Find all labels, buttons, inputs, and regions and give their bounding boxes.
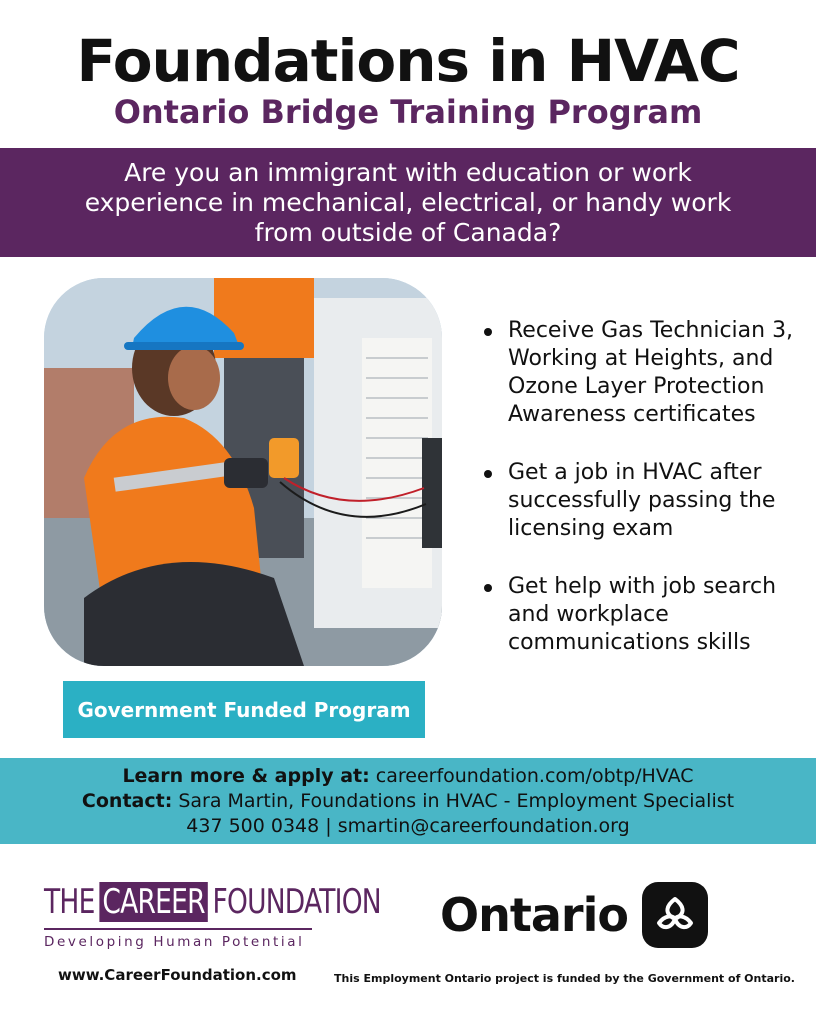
technician-photo [44,278,442,666]
logo-tagline: Developing Human Potential [44,934,305,950]
intro-question: Are you an immigrant with education or work experience in mechanical, electrical, or handy work from outside of Canada? [84,157,732,247]
trillium-icon [642,882,708,948]
funding-note: This Employment Ontario project is funded by the Government of Ontario. [334,972,795,985]
career-foundation-wordmark [44,880,381,924]
list-item [480,317,800,429]
bullet-icon [484,328,492,336]
logo-text-foundation: FOUNDATION [212,882,381,922]
intro-band [0,148,816,257]
logo-text-career: CAREER [99,882,208,922]
ontario-logo [440,880,708,950]
list-item [480,573,800,657]
bullet-text: Get help with job search and workplace communications skills [508,574,777,655]
contact-label: Contact: [81,790,173,812]
bullet-text: Get a job in HVAC after successfully passing the licensing exam [508,460,776,541]
ontario-wordmark: Ontario [440,888,628,942]
learn-more-line [0,764,816,789]
list-item [480,459,800,543]
page-title: Foundations in HVAC [76,27,740,95]
logo-text-the: THE [44,882,95,922]
learn-more-label: Learn more & apply at: [122,765,370,787]
benefit-list [480,317,800,687]
government-funded-badge: Government Funded Program [63,681,425,738]
website-link[interactable]: www.CareerFoundation.com [58,966,297,984]
contact-band [0,758,816,844]
logo-divider [44,928,312,930]
apply-link[interactable]: careerfoundation.com/obtp/HVAC [375,765,694,787]
page-subtitle: Ontario Bridge Training Program [113,93,703,131]
bullet-text: Receive Gas Technician 3, Working at Heights, and Ozone Layer Protection Awareness certificates [508,318,794,427]
phone-email-line[interactable]: 437 500 0348 | smartin@careerfoundation.org [186,815,630,837]
technician-illustration [44,278,442,666]
contact-name: Sara Martin, Foundations in HVAC - Employment Specialist [178,790,735,812]
contact-line [0,789,816,814]
bullet-icon [484,584,492,592]
bullet-icon [484,470,492,478]
career-foundation-logo [44,880,381,955]
